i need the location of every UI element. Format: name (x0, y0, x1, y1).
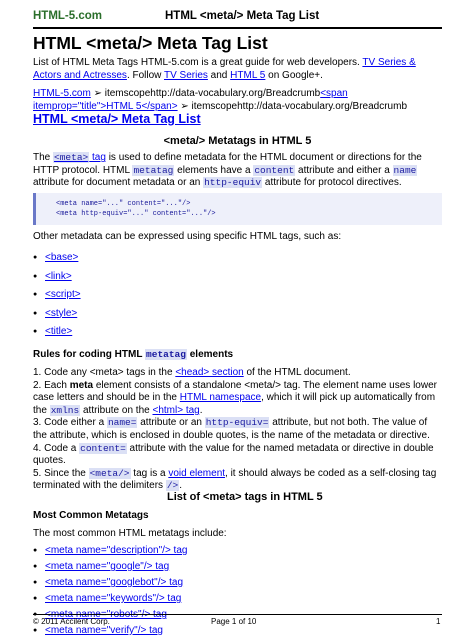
footer-page-count: Page 1 of 10 (211, 617, 257, 626)
tv-series-link[interactable]: TV Series (164, 69, 208, 81)
footer-copyright: © 2011 Accilent Corp. (33, 617, 110, 626)
style-tag-link[interactable]: <style> (45, 307, 78, 319)
common-metatags-heading: Most Common Metatags (33, 510, 149, 521)
list-item (33, 308, 81, 327)
list-item (33, 545, 187, 561)
google-meta-link[interactable]: <meta name="google"/> tag (45, 561, 170, 572)
link-tag-link[interactable]: <link> (45, 270, 72, 282)
list-item (33, 289, 81, 308)
list-item (33, 561, 187, 577)
list-item (33, 271, 81, 290)
googlebot-meta-link[interactable]: <meta name="googlebot"/> tag (45, 577, 184, 588)
metatag-description: The <meta> tag is used to define metadata for the HTML document or directions for the HTTP protocol. HTML metatag elements have a content attribute and either a name attribute for document metadata or an http-equiv attribute for protocol directives. (33, 152, 422, 188)
footer-divider (33, 614, 442, 615)
metatags-heading: <meta/> Metatags in HTML 5 (163, 135, 312, 147)
breadcrumb: HTML-5.com ➢ itemscopehttp://data-vocabulary.org/Breadcrumb<span itemprop="title">HTML 5</span> ➢ itemscopehttp://data-vocabulary.org/Breadcrumb (33, 88, 408, 112)
list-item (33, 326, 81, 345)
section-title-link[interactable]: HTML <meta/> Meta Tag List (33, 112, 201, 126)
list-item (33, 625, 187, 641)
intro-paragraph: List of HTML Meta Tags HTML-5.com is a great guide for web developers. TV Series & Actors and Actresses. Follow TV Series and HTML 5 on Google+. (33, 57, 416, 81)
page-title: HTML <meta/> Meta Tag List (33, 33, 268, 53)
code-line: <meta name="..." content="..."/> (56, 200, 191, 208)
code-line: <meta http-equiv="..." content="..."/> (56, 210, 216, 218)
breadcrumb-home-link[interactable]: HTML-5.com (33, 88, 91, 99)
rule-2: 2. Each meta element consists of a standalone <meta/> tag. The element name uses lower case letters and should be in the HTML namespace, which it will pick up automatically from the xmlns attribute on the <html> tag. (33, 379, 437, 416)
breadcrumb-span-link[interactable]: <span (320, 88, 348, 99)
tag-list (33, 252, 81, 345)
script-tag-link[interactable]: <script> (45, 289, 81, 300)
meta-tag-link[interactable]: <meta> tag (54, 152, 106, 163)
list-item (33, 577, 187, 593)
head-section-link[interactable]: <head> section (175, 367, 244, 378)
html-tag-link[interactable]: <html> tag (152, 404, 200, 416)
code-example (33, 193, 442, 225)
common-metatags-list (33, 545, 187, 641)
keywords-meta-link[interactable]: <meta name="keywords"/> tag (45, 593, 182, 604)
rules-heading: Rules for coding HTML metatag elements (33, 349, 234, 360)
rule-3: 3. Code either a name= attribute or an http-equiv= attribute, but not both. The value of the attribute, which is enclosed in double quotes, is the name of the metadata or directive. (33, 417, 430, 441)
base-tag-link[interactable]: <base> (45, 252, 79, 263)
void-element-link[interactable]: void element (168, 467, 226, 479)
verify-meta-link[interactable]: <meta name="verify"/> tag (45, 625, 163, 636)
common-metatags-intro: The most common HTML metatags include: (33, 528, 227, 539)
rule-4: 4. Code a content= attribute with the value for the named metadata or directive in double quotes. (33, 442, 434, 467)
site-name: HTML-5.com (33, 10, 102, 22)
html-namespace-link[interactable]: HTML namespace (179, 392, 262, 404)
list-item (33, 252, 81, 271)
title-tag-link[interactable]: <title> (45, 326, 73, 337)
robots-meta-link[interactable]: <meta name="robots"/> tag (45, 609, 167, 620)
list-item (33, 593, 187, 609)
footer-page-number: 1 (436, 617, 441, 626)
tv-series-actors-link[interactable]: TV Series & Actors and Actresses (33, 57, 416, 81)
description-meta-link[interactable]: <meta name="description"/> tag (45, 545, 188, 556)
breadcrumb-html5-link[interactable]: itemprop="title">HTML 5</span> (33, 100, 178, 112)
other-metadata-text: Other metadata can be expressed using specific HTML tags, such as: (33, 231, 342, 242)
header-title: HTML <meta/> Meta Tag List (165, 10, 320, 22)
list-heading: List of <meta> tags in HTML 5 (167, 491, 323, 503)
rule-5: 5. Since the <meta/> tag is a void element, it should always be coded as a self-closing tag terminated with the delimiters />. (33, 467, 437, 492)
rules-list (33, 367, 442, 493)
html5-link[interactable]: HTML 5 (230, 69, 266, 81)
page-header (33, 10, 442, 22)
header-divider (33, 27, 442, 29)
rule-1: 1. Code any <meta> tags in the <head> section of the HTML document. (33, 367, 351, 378)
